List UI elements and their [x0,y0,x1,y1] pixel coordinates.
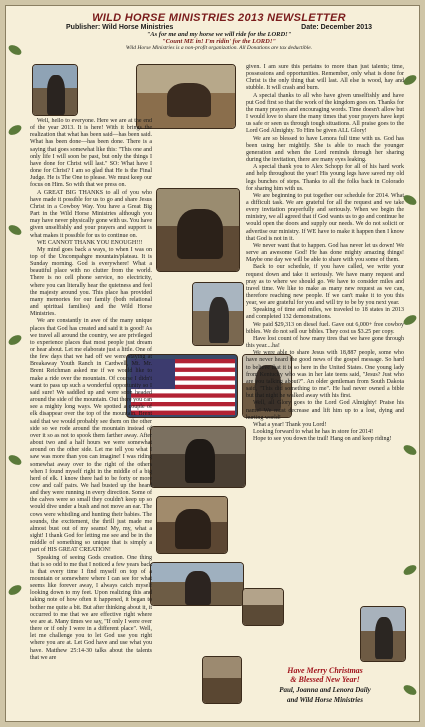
paragraph: given. I am sure this pertains to more than just talents; time, possessions and opportunities. Remember, only what is done for Christ is the only thing that will last. All else is wood, hay and stubble. It will crash and burn. [246,64,404,92]
leaf-ornament [402,683,418,697]
leaf-ornament [7,43,23,57]
photo-crowd [150,426,246,488]
motto: "Count ME in! I'm ridin' for the LORD!" [162,38,276,45]
leaf-ornament [7,223,23,237]
paragraph: We never want that to happen. God has never let us down! We serve an awesome God! He has done mighty amazing things! Maybe one day we will be able to share with you some of them. [246,242,404,264]
paragraph: Hope to see you down the trail! Hang on and keep riding! [253,436,392,443]
paragraph: We are so blessed to have Lenora full time with us. God has been using her mightily. She is able to reach the younger generation and when the Lord reminds through her sharing during the invitation, there are many eyes leaking. [246,135,404,164]
leaf-ornament [7,123,23,137]
photo-trainer [192,282,244,346]
signature-line: and Wild Horse Ministries [286,696,364,704]
left-column [30,118,152,722]
leaf-ornament [7,583,23,597]
paragraph: We paid $29,313 on diesel fuel. Gave out 6,000+ free cowboy bibles. We do not sell our bibles. They cost us $3.25 per copy. [246,321,404,335]
photo-rider-portrait [32,64,78,116]
paragraph: What a year! Thank you Lord! [253,421,327,428]
issue-date: Date: December 2013 [301,24,372,31]
newsletter-title: WILD HORSE MINISTRIES 2013 NEWSLETTER [92,12,346,24]
paragraph: Well, hello to everyone. Here we are at the end of the year 2013. It is here! With it brings the realization that what has been said—has been said. What has been done—has been done. There is a saying that goes somewhat like this: "This one and only life I will soon be past, but only the things I have done for Christ will last." SO: What have I done for Christ? I am so glad that He is the Final Judge. He is The One to please. We must keep our focus on Him. So with that we press on. [30,118,152,189]
leaf-ornament [7,333,23,347]
leaf-ornament [402,313,418,327]
photo-ride-outdoors [150,562,244,606]
photo-horse-close [156,496,228,554]
paragraph: We were able to share Jesus with 18,887 people, some who have never heard the good news of the gospel message. So hard to believe that it is so here in the United States. One young lady from Kentucky who was in her late teens said, "Jesus? Just who are you talking about?". An older gentleman from South Dakota said, "This did something to me". He had never owned a bible but that night he walked away with his first. [246,350,404,400]
paragraph: A special thanks to all who have given unselfishly and have put God first so that the work of the kingdom goes on. Thanks for the many prayers and encouraging words. Time doesn't allow but I would love to share the many times that your prayers have kept us safe or seen us through tough situations. All praise goes to the Lord God Almighty. To Him be given ALL Glory! [246,92,404,135]
leaf-ornament [402,193,418,207]
paragraph: Well, all Glory goes to the Lord God Almighty! Praise his name! We must decrease and lift him up to a lost, dying and hurting world! [246,400,404,421]
paragraph: We are beginning to put together our schedule for 2014. What a difficult task. We are grateful for all the request and we take every invitation prayerfully and seriously. When we begin the ministry, we all agreed that if God wants us to go and continue he would open the doors and supply our needs. We do not solicit or advertise our ministry. If WE have to make it happen then I know that God is not in it. [246,192,404,242]
right-column [246,64,404,664]
paragraph: We are constantly in awe of the many unique places that God has created and said it is good! As we travel all around the country, we are privileged to experience places that most people just dream or hear about. Let me elaborate just a little. One of the few days that we had off we were staying at Breakaway Youth Ranch in Cardwell, Mt. Mr. Brent Reichman asked me if we would like to make a ride over the mountain. Of course I didn't want to pass up such a wonderful opportunity so I said sure! We saddled up and were soon headed around the side of the mountain. Out there you can see a mighty long ways. We spotted a couple of elk disappear over the top of the mountain. Brent said that we would probably see them on the other side so we rode around the mountain instead of over it so as not to spook them farther away. After about two and a half hours we were somewhat around on the other side. Let me tell you what I saw was more than you can imagine! I was riding somewhat away over to the right of the others when I found myself right in the middle of a big herd of elk. I know there had to be forty or more cow and calf pairs. We had busted up the heard and they were running in every direction. Some of the calves were so small they couldn't keep up so would dive under a bush and not move an ear. The cows were whistling and hunting their babies. The sounds, the excitement, the thrill just made me almost bust out of my seams! My, my, what a sight! I thank God for letting me see and be in the middle of something so unique that is simply a part of HIS GREAT CREATION! [30,318,152,554]
paragraph: Back to our schedule, if you have called, we write your request down and take it seriously. We have many request and pray as to where we should go. We have to consider miles and travel time. We like to make as many new request as we can, therefore reaching new people. If we can't make it to you this year, we are grateful for you and will try to be by you next year. [246,264,404,307]
paragraph: WE CANNOT THANK YOU ENOUGH!!! [37,239,143,246]
publisher-line [34,24,404,31]
signature-line: Paul, Joanna and Lenora Daily [279,686,371,694]
photo-horse-demonstration [156,188,240,272]
leaf-ornament [402,563,418,577]
paragraph: Looking forward to what he has in store for 2014! [253,428,374,435]
paragraph: Have lost count of how many tires that we have gone through this year....ha! [246,335,404,350]
verse: "As for me and my horse we will ride for the LORD!" [146,31,292,38]
paragraph: A special thank you to Alex Schopp for all of his hard work and help throughout the year! His young legs have saved my old legs bunches of steps. Thanks to all the folks back in Colorado for sharing him with us. [246,164,404,192]
publisher: Publisher: Wild Horse Ministries [66,24,174,31]
greeting-line: Have Merry Christmas [287,666,363,675]
paragraph: My mind goes back a ways, to when I was on top of the Uncompahgre mountain/plateau. It is Sunday morning. God is everywhere! What a beautiful place with no clutter from the world. There is no cell phone service, no electricity, where you can literally hear the quietness and feel the majesty around you. This place has provided many memories for our family (both relational and spiritual families) and the Wild Horse Ministries. [30,246,152,318]
leaf-ornament [402,73,418,87]
masthead [34,12,404,51]
closing-greeting [250,666,400,704]
greeting-line: & Blessed New Year! [290,675,360,684]
paragraph: Speaking of seeing Gods creation. One thing that is so odd to me that I noticed a few years back is that every time I find myself on top of a mountain or somewhere where I can see for what seems like forever away, I always catch myself looking down to my feet. Upon realizing this and taking note of how often it happened, it began to bother me quite a bit. But after thinking about it, it occurred to me that we are effective right where we are at. Many times we say, "If only I were over there or if only I were in a different place". Well, let me challenge you to let God use you right where you are at. Let God have and use what you have. Matthew 25:14-30 talks about the talents that we are [30,554,152,661]
paragraph: A GREAT BIG THANKS to all of you who have made it possible for us to go and share Jesus Christ in a Cowboy Way. You have a Great Big Part in the Wild Horse Ministries although you may have never physically gone with us. You have given unselfishly and your prayers and support is what makes it possible for us to continue on. [30,189,152,239]
photo-child-horse [202,656,242,704]
leaf-ornament [402,443,418,457]
leaf-ornament [7,453,23,467]
paragraph: Speaking of time and miles, we traveled to 18 states in 2013 and completed 132 demonstrations. [246,307,404,321]
tax-note: Wild Horse Ministries is a non-profit organization. All Donations are tax deductible. [125,45,313,51]
